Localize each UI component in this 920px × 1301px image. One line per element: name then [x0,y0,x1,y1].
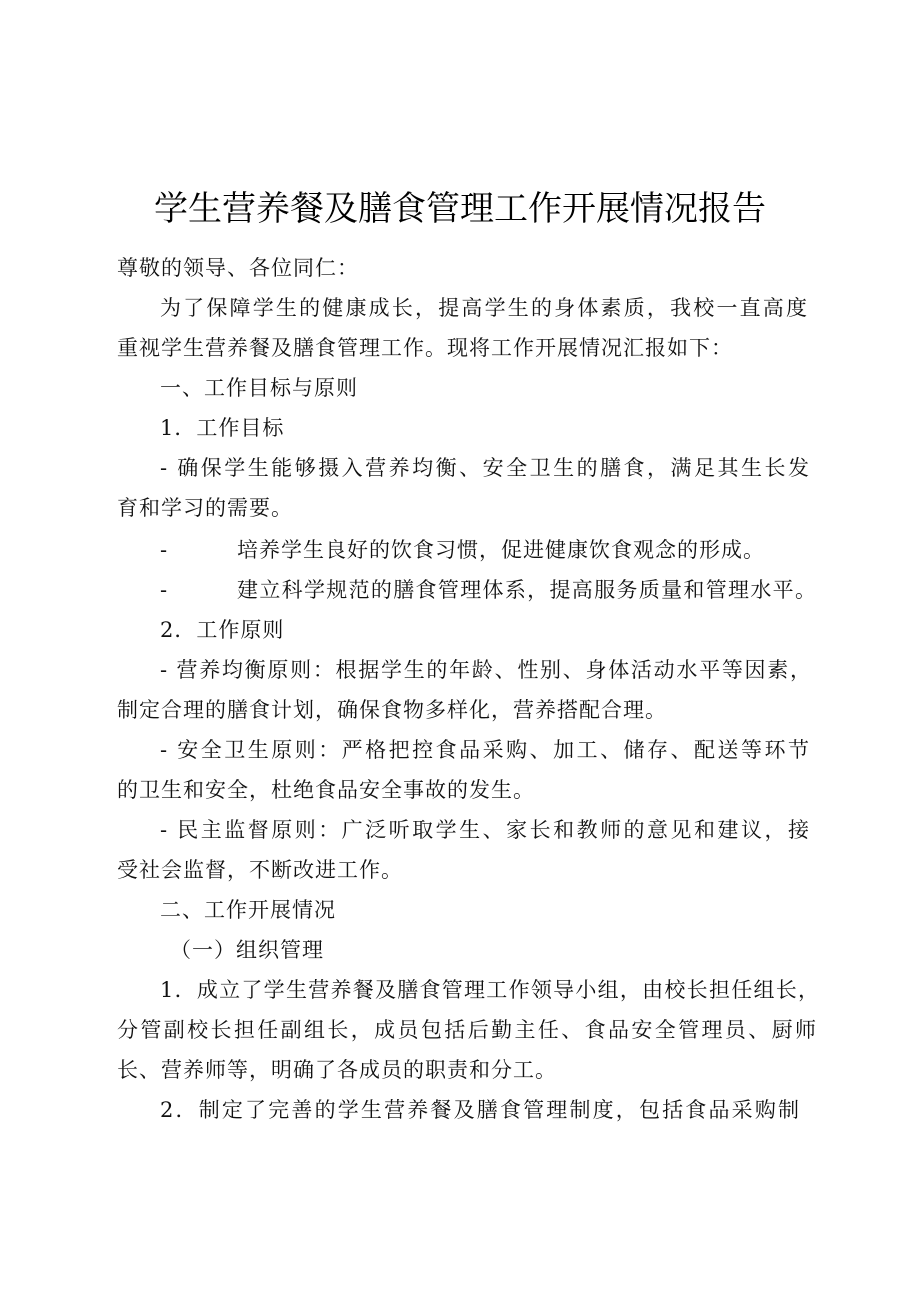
paragraph-line: 为了保障学生的健康成长，提高学生的身体素质，我校一直高度 [160,296,808,320]
bullet-line: 的卫生和安全，杜绝食品安全事故的发生。 [117,778,535,802]
bullet-line: - 确保学生能够摄入营养均衡、安全卫生的膳食，满足其生长发 [160,456,810,480]
bullet-line: - 营养均衡原则：根据学生的年龄、性别、身体活动水平等因素， [160,658,812,682]
bullet-line: 培养学生良好的饮食习惯，促进健康饮食观念的形成。 [237,538,765,562]
document-title: 学生营养餐及膳食管理工作开展情况报告 [154,189,766,229]
bullet-line: - 民主监督原则：广泛听取学生、家长和教师的意见和建议，接 [160,818,810,842]
paragraph-line: 2．制定了完善的学生营养餐及膳食管理制度，包括食品采购制 [160,1098,800,1122]
section-heading: 一、工作目标与原则 [160,376,358,400]
bullet-line: 建立科学规范的膳食管理体系，提高服务质量和管理水平。 [237,578,817,602]
bullet-line: - 安全卫生原则：严格把控食品采购、加工、储存、配送等环节 [160,738,810,762]
section-heading: 二、工作开展情况 [160,898,336,922]
bullet-dash: - [160,538,169,562]
subsection-heading: （一）组织管理 [170,938,324,962]
paragraph-line: 重视学生营养餐及膳食管理工作。现将工作开展情况汇报如下： [117,336,733,360]
bullet-dash: - [160,578,169,602]
subsection-heading: 1．工作目标 [160,416,285,440]
bullet-line: 受社会监督，不断改进工作。 [117,858,403,882]
bullet-line: 育和学习的需要。 [117,496,293,520]
paragraph-line: 分管副校长担任副组长，成员包括后勤主任、食品安全管理员、厨师 [117,1018,817,1042]
paragraph-line: 1．成立了学生营养餐及膳食管理工作领导小组，由校长担任组长， [160,978,820,1002]
bullet-line: 制定合理的膳食计划，确保食物多样化，营养搭配合理。 [117,698,667,722]
subsection-heading: 2．工作原则 [160,618,285,642]
salutation: 尊敬的领导、各位同仁： [117,256,359,280]
paragraph-line: 长、营养师等，明确了各成员的职责和分工。 [117,1058,557,1082]
